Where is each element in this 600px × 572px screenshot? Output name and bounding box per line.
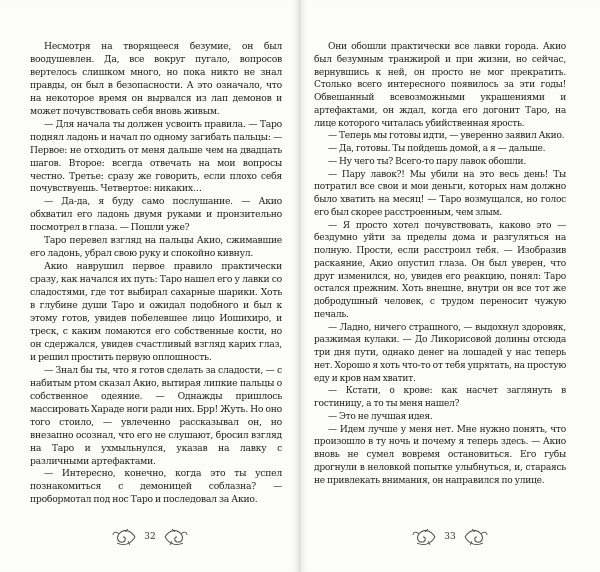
paragraph: — Знал бы ты, что я готов сделать за сладости, — с набитым ртом сказал Акио, вытирая липкие пальцы о собственное одеяние. — Однажды пришлось массировать Хараде ноги ради них. Брр! Жуть. Но оно того стоило, — увлеченно рассказывал он, но внезапно осознал, что его не слушают, бросил взгляд на Таро и ухмыльнулся, указав на лавку с различными артефактами. <box>30 364 282 467</box>
paragraph: — Для начала ты должен усвоить правила. — Таро поднял ладонь и начал по одному загибать пальцы: — Первое: не отходить от меня дальше чем на двадцать шагов. Второе: всегда отвечать на мои вопросы честно. Третье: сразу же говорить, если плохо себя почувствуешь. Четвертое: никаких… <box>30 118 282 195</box>
flourish-left-icon <box>111 526 137 548</box>
paragraph: — Ну чего ты? Всего-то пару лавок обошли. <box>328 156 526 167</box>
paragraph: — Интересно, конечно, когда это ты успел познакомиться с демоницей соблазна? — пробормотал под нос Таро и последовал за Акио. <box>30 468 282 506</box>
paragraph: Они обошли практически все лавки города. Акио был безумным транжирой и при жизни, но сейчас, вернувшись к ней, он просто не мог прекратить. Столько всего интересного появилось за эти годы! Обвешанный всевозможными украшениями и артефактами, он ждал, когда его догонит Таро, на лице которого читалась убийственная ярость. <box>314 42 566 129</box>
page-number: 32 <box>144 532 156 542</box>
paragraph: — Я просто хотел почувствовать, каково это — бездумно уйти за пределы дома и разгуляться на полную. Прости, если расстроил тебя. — Изобразив раскаяние, Акио опустил глаза. Он был уверен, что друг изменился, но, увидев его реакцию, понял: Таро остался прежним. Хоть внешне, внутри он все тот же добродушный человек, с трудом переносит чужую печаль. <box>314 220 566 320</box>
paragraph: Акио наврушил первое правило практически сразу, как начался их путь: Таро нашел его у лавки со сладостями, где тот выбирал сахарные шарики. Хоть в глубине души Таро и ожидал подобного и был к этому готов, увидев побелевшее лицо Иошихиро, и треск, с каким ломаются его собственные кости, но он сдержался, увидев счастливый взгляд карих глаз, и решил простить первую оплошность. <box>30 261 282 363</box>
paragraph: Несмотря на творящееся безумие, он был воодушевлен. Да, все вокруг пугало, вопросов вертелось слишком много, но пока никто не знал правды, он был в безопасности. А это означало, что на некоторое время он вырвался из лап демонов и может почувствовать себя вновь живым. <box>30 41 282 117</box>
paragraph: — Да-да, я буду само послушание. — Акио обхватил его ладонь двумя руками и пронзительно посмотрел в глаза. — Пошли уже? <box>30 196 282 234</box>
page-number: 33 <box>444 532 456 542</box>
right-page-text <box>314 41 566 487</box>
paragraph: — Идем лучше у меня нет. Мне нужно понять, что произошло в ту ночь и почему я теперь здесь. — Акио вновь не сумел вовремя остановиться. Его губы дрогнули в неловкой попытке улыбнуться, и, стараясь не привлекать внимания, он направился по улице. <box>314 424 566 486</box>
left-page-text <box>30 41 282 507</box>
page-footer <box>300 526 600 548</box>
paragraph: — Пару лавок?! Мы убили на это весь день! Ты потратил все свои и мои деньги, которых нам должно было хватить на месяц! — Таро возмущался, но голос его был скорее расстроенным, чем злым. <box>314 169 566 218</box>
paragraph: — Это не лучшая идея. <box>328 411 433 422</box>
paragraph: — Кстати, о крове: как насчет заглянуть в гостиницу, а то ты меня нашел? <box>314 386 566 409</box>
flourish-right-icon <box>463 526 489 548</box>
right-page <box>300 0 600 572</box>
paragraph: — Ладно, ничего страшного, — выдохнул здоровяк, разжимая кулаки. — До Ликорисовой долины отсюда три дня пути, однако денег на лошадей у нас теперь нет. Хорошо я хоть что-то от тебя упрятать, на простую еду и кров нам хватит. <box>314 322 566 384</box>
paragraph: Таро перевел взгляд на пальцы Акио, сжимавшие его ладонь, убрал свою руку и спокойно кивнул. <box>30 235 282 260</box>
paragraph: — Да, готовы. Ты пойдешь домой, а я — дальше. <box>328 144 546 154</box>
flourish-left-icon <box>411 526 437 548</box>
paragraph: — Теперь мы готовы идти, — уверенно заявил Акио. <box>328 131 565 142</box>
page-footer <box>0 526 300 548</box>
flourish-right-icon <box>163 526 189 548</box>
